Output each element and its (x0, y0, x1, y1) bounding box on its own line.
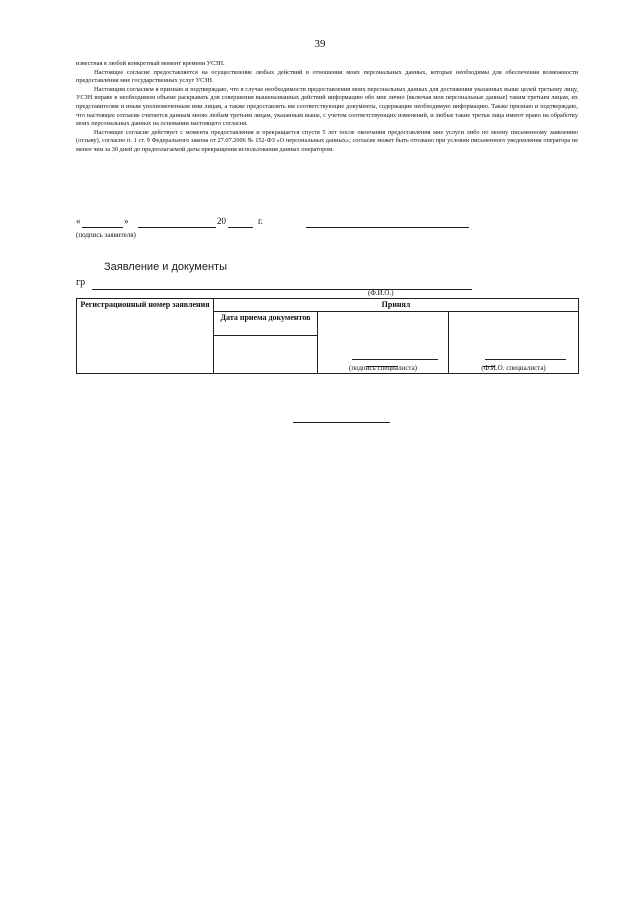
consent-paragraph-3: Настоящим согласием я признаю и подтверждаю, что в случае необходимости предоставления моих персональных данных для достижения указанных выше целей третьему лицу, УСЗН вправе в необходимом объеме раскрывать для совершения вышеназванных действий информацию обо мне лично (включая мои персональные данные) таким третьим лицам, их представителям и иным уполномоченным ими лицам, а также предоставлять им соответствующие документы, содержащие необходимую информацию. Также признаю и подтверждаю, что настоящее согласие считается данным мною любым третьим лицам, указанным выше, с учетом соответствующих изменений, и любые такие третьи лица имеют право на обработку моих персональных данных на основании настоящего согласия. (76, 85, 578, 128)
year-prefix: 20 (217, 216, 226, 226)
consent-paragraph-2: Настоящее согласие предоставляется на осуществление любых действий в отношении моих персональных данных, которые необходимы для обеспечения возможности предоставления мне государственных услуг УСЗН. (76, 68, 578, 85)
page-number: 39 (314, 38, 326, 50)
reg-number-header: Регистрационный номер заявления (77, 299, 214, 374)
consent-text (76, 60, 578, 155)
date-quote-close: » (124, 216, 129, 226)
recipient-prefix: гр (76, 277, 86, 288)
year-suffix: г. (258, 216, 263, 226)
recipient-fio-line[interactable] (92, 278, 472, 290)
year-blank[interactable] (228, 217, 253, 228)
specialist-signature-cell[interactable] (318, 312, 449, 374)
recipient-fio-caption: (Ф.И.О.) (368, 289, 394, 297)
consent-paragraph-1: известная в любой конкретный момент времени УСЗН. (76, 60, 225, 67)
applicant-signature-caption: (подпись заявителя) (76, 231, 136, 239)
specialist-name-cell[interactable] (449, 312, 579, 374)
section-title: Заявление и документы (104, 261, 227, 273)
applicant-signature-line[interactable] (306, 217, 469, 228)
end-rule (293, 422, 390, 423)
date-signature-row (76, 216, 496, 230)
specialist-signature-line (352, 359, 438, 360)
date-received-header: Дата приема документов (214, 312, 318, 336)
date-received-value-cell[interactable] (214, 336, 318, 374)
specialist-name-caption: (Ф.И.О. специалиста) (481, 364, 546, 372)
date-quote-open: « (76, 216, 81, 226)
accepted-header: Принял (214, 299, 579, 312)
specialist-signature-caption: (подпись специалиста) (348, 364, 418, 372)
day-blank[interactable] (82, 217, 123, 228)
recipient-row (76, 277, 476, 291)
consent-paragraph-4: Настоящее согласие действует с момента предоставления и прекращается спустя 5 лет после окончания предоставления мне услуги либо по моему письменному заявлению (отзыву), согласно п. 1 ст. 9 Федерального закона от 27.07.2006 № 152-ФЗ «О персональных данных»; согласие может быть отозвано при условии письменного уведомления оператора не менее чем за 30 дней до предполагаемой даты прекращения использования данных оператором. (76, 128, 578, 153)
registration-table (76, 298, 579, 374)
month-blank[interactable] (138, 217, 216, 228)
specialist-name-line (485, 359, 566, 360)
